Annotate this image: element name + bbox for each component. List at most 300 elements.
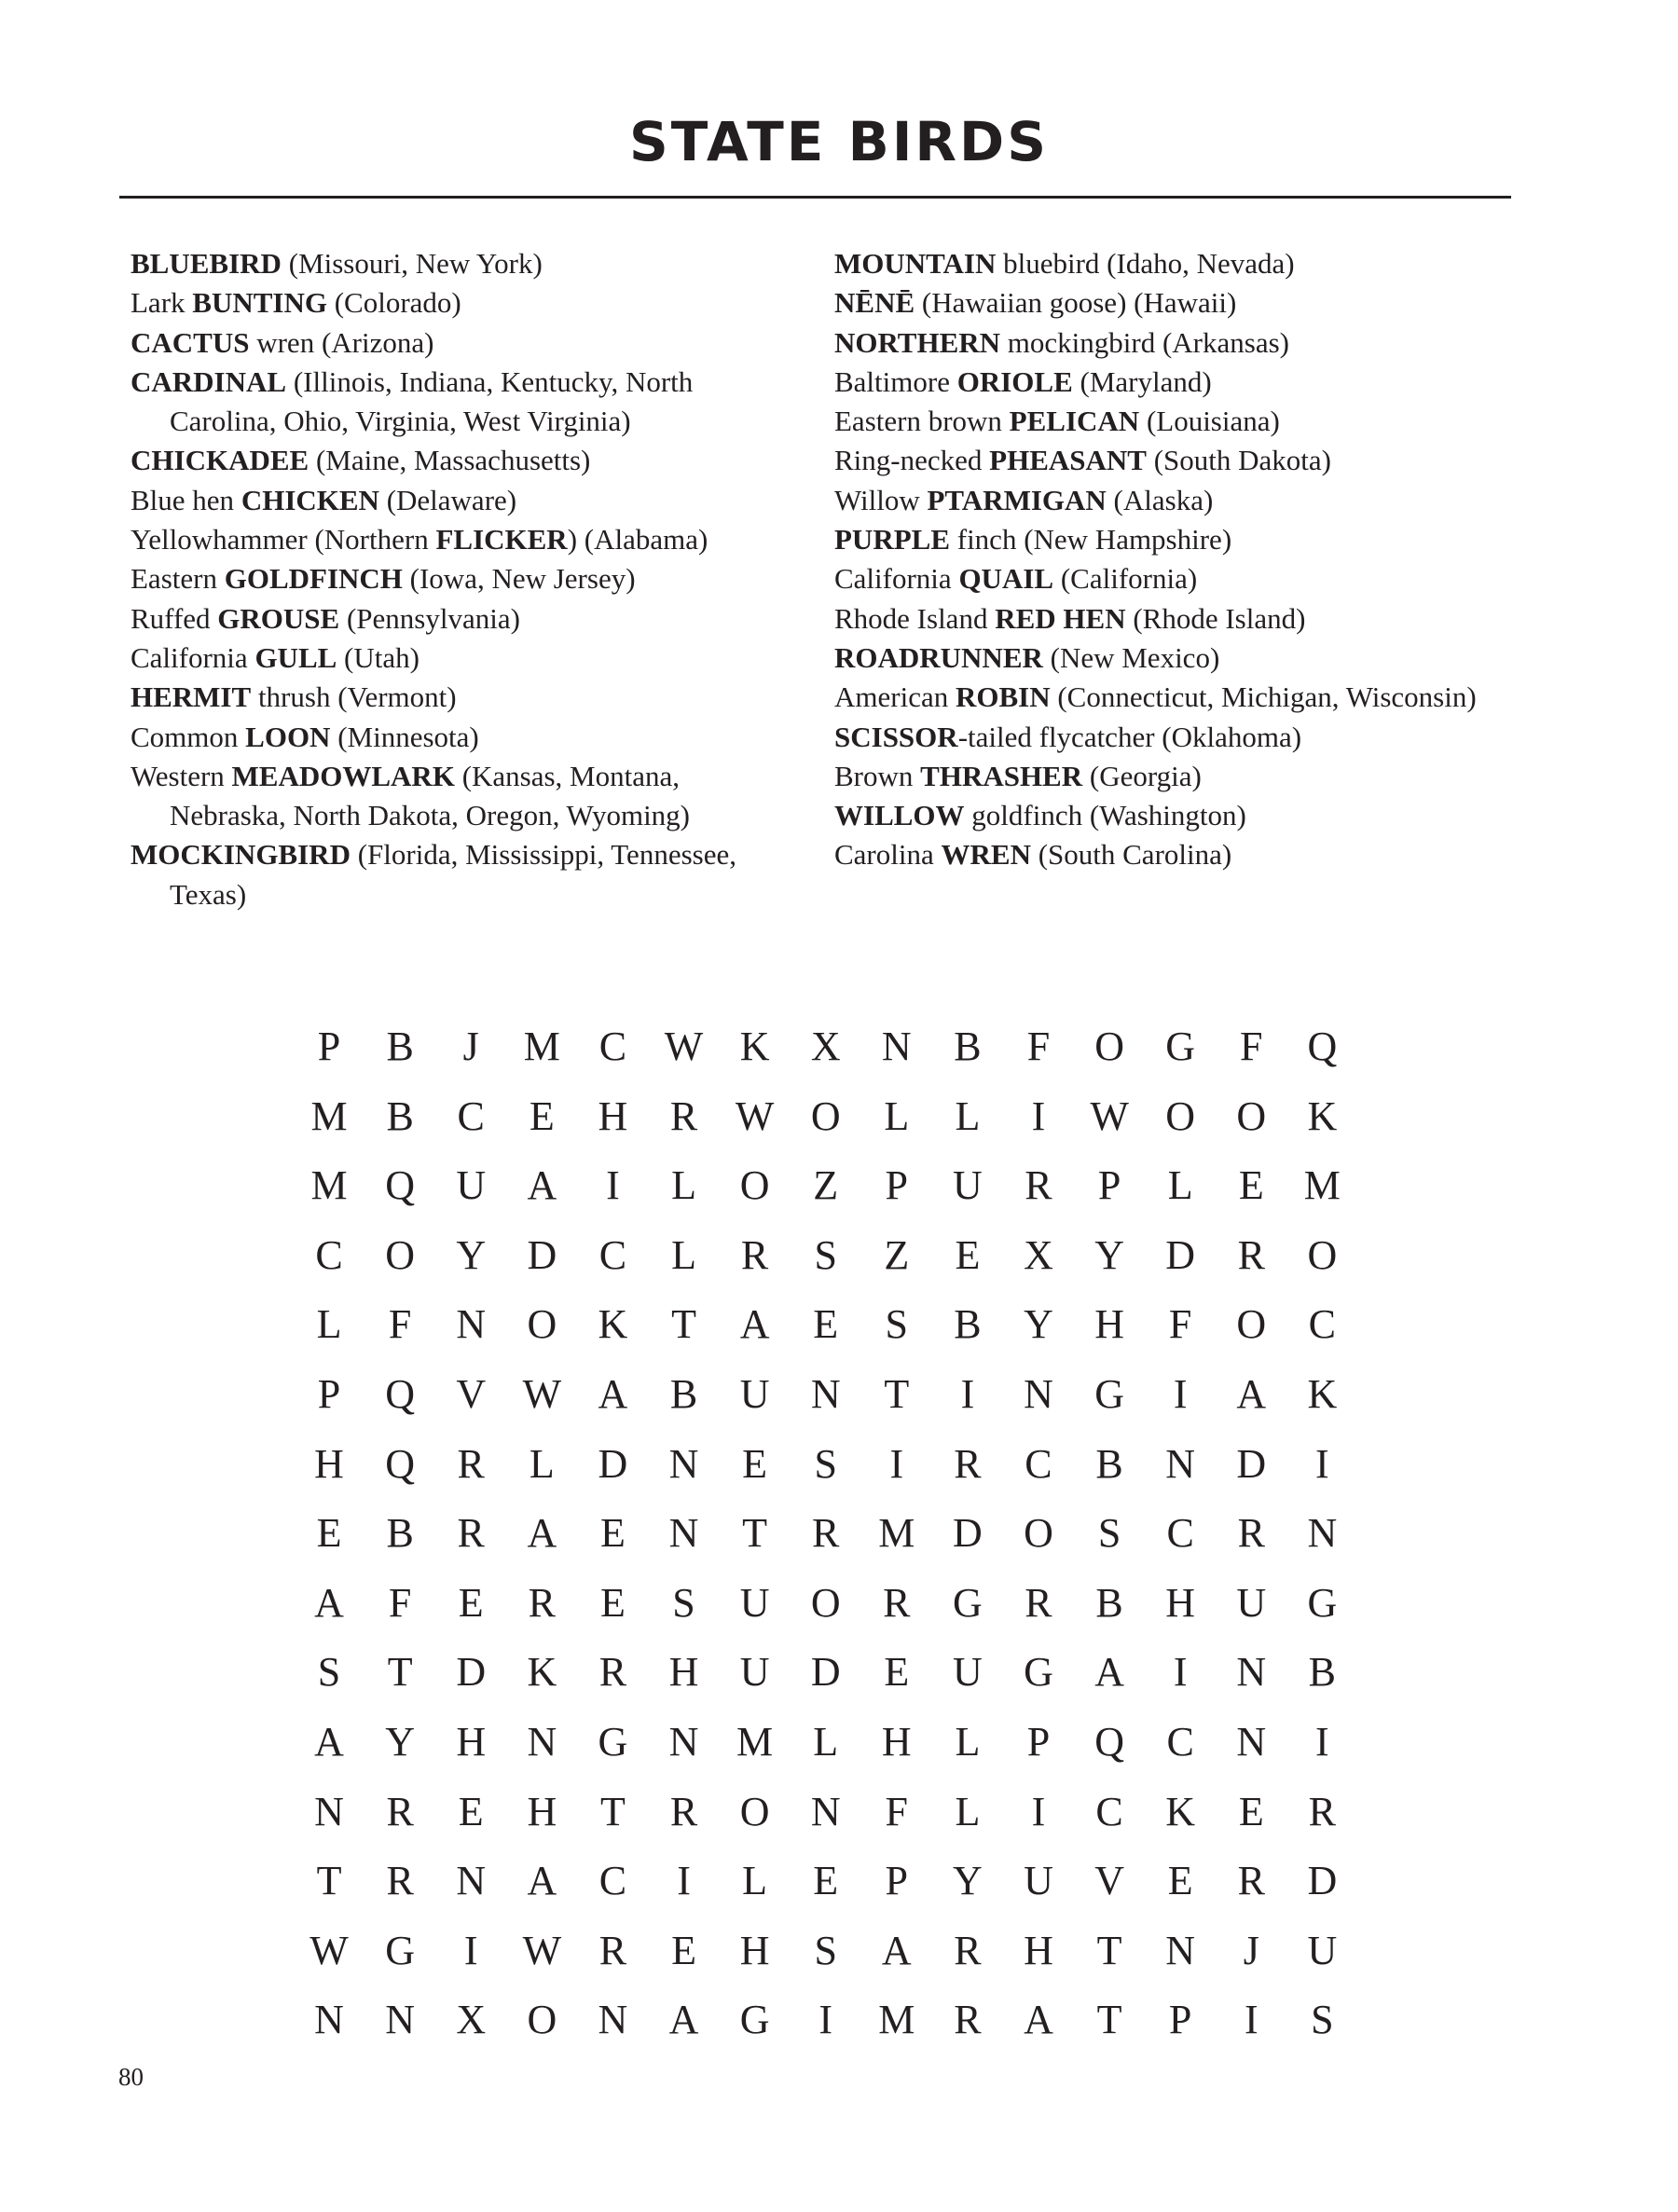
- grid-letter-cell: A: [527, 1510, 557, 1557]
- grid-letter-cell: H: [1094, 1301, 1124, 1348]
- word-list-entry: [834, 323, 1506, 363]
- entry-search-word: PHEASANT: [989, 444, 1147, 477]
- grid-letter-cell: T: [884, 1370, 910, 1417]
- grid-letter-cell: E: [599, 1510, 626, 1557]
- grid-letter-cell: N: [668, 1718, 699, 1765]
- entry-prefix: Eastern: [131, 562, 225, 596]
- grid-letter-cell: A: [1024, 1997, 1053, 2043]
- grid-letter-cell: C: [598, 1858, 627, 1904]
- grid-letter-cell: R: [1025, 1162, 1052, 1209]
- entry-search-word: PTARMIGAN: [927, 483, 1107, 516]
- grid-letter-cell: N: [668, 1510, 699, 1557]
- grid-letter-cell: Y: [1094, 1231, 1124, 1278]
- grid-letter-cell: R: [669, 1092, 698, 1139]
- entry-prefix: Carolina: [834, 838, 942, 872]
- grid-letter-cell: R: [386, 1858, 414, 1904]
- word-list-entry: [131, 639, 802, 678]
- entry-search-word: HERMIT: [131, 680, 252, 714]
- word-list-entry: [131, 835, 802, 914]
- grid-letter-cell: A: [598, 1370, 628, 1417]
- grid-letter-cell: U: [739, 1579, 770, 1626]
- grid-letter-cell: L: [529, 1440, 555, 1487]
- grid-letter-cell: R: [1237, 1858, 1265, 1904]
- grid-letter-cell: E: [458, 1788, 484, 1834]
- entry-suffix: goldfinch (Washington): [964, 799, 1246, 832]
- grid-letter-cell: I: [606, 1162, 620, 1209]
- word-list-entry: [834, 599, 1506, 639]
- grid-letter-cell: N: [810, 1370, 841, 1417]
- grid-letter-cell: E: [671, 1927, 696, 1973]
- entry-search-word: RED HEN: [995, 601, 1126, 635]
- grid-letter-cell: U: [456, 1162, 487, 1209]
- grid-letter-cell: R: [669, 1788, 698, 1834]
- grid-letter-cell: D: [598, 1440, 628, 1487]
- entry-search-word: SCISSOR: [834, 720, 958, 753]
- entry-suffix: ) (Alabama): [567, 523, 708, 556]
- entry-search-word: CARDINAL: [131, 364, 287, 398]
- word-list-entry: [834, 441, 1506, 480]
- grid-letter-cell: Y: [385, 1718, 416, 1765]
- grid-letter-cell: U: [953, 1649, 983, 1696]
- grid-letter-cell: I: [463, 1927, 478, 1973]
- entry-suffix: (Georgia): [1082, 759, 1202, 792]
- grid-letter-cell: U: [1024, 1858, 1053, 1904]
- grid-letter-cell: F: [388, 1301, 412, 1348]
- grid-letter-cell: W: [522, 1927, 562, 1973]
- grid-letter-cell: N: [456, 1858, 487, 1904]
- grid-letter-cell: W: [1090, 1092, 1129, 1139]
- entry-suffix: (New Mexico): [1042, 640, 1220, 674]
- grid-letter-cell: Q: [1094, 1718, 1124, 1765]
- entry-suffix: (Colorado): [326, 286, 461, 320]
- grid-letter-cell: I: [1031, 1092, 1046, 1139]
- grid-letter-cell: G: [739, 1997, 770, 2043]
- entry-suffix: (Rhode Island): [1125, 601, 1306, 635]
- entry-suffix: finch (New Hampshire): [950, 523, 1232, 556]
- grid-letter-cell: R: [1237, 1510, 1265, 1557]
- grid-letter-cell: Q: [385, 1162, 416, 1209]
- grid-letter-cell: L: [1167, 1162, 1193, 1209]
- grid-letter-cell: X: [810, 1024, 841, 1069]
- grid-letter-cell: O: [810, 1579, 841, 1626]
- grid-letter-cell: A: [527, 1162, 557, 1209]
- grid-letter-cell: D: [953, 1510, 983, 1557]
- word-list-entry: [834, 796, 1506, 835]
- grid-letter-cell: S: [814, 1231, 837, 1278]
- grid-letter-cell: M: [1303, 1162, 1341, 1209]
- grid-letter-cell: B: [954, 1301, 982, 1348]
- grid-letter-cell: R: [1237, 1231, 1265, 1278]
- grid-letter-cell: G: [385, 1927, 416, 1973]
- grid-letter-cell: I: [1315, 1440, 1329, 1487]
- entry-suffix: (Illinois, Indiana, Kentucky, North Carolina, Ohio, Virginia, West Virginia): [170, 364, 694, 438]
- grid-letter-cell: R: [740, 1231, 769, 1278]
- grid-letter-cell: Q: [1307, 1024, 1338, 1069]
- entry-suffix: (Florida, Mississippi, Tennessee, Texas): [170, 838, 736, 911]
- entry-suffix: (Pennsylvania): [339, 601, 520, 635]
- entry-search-word: NĒNĒ: [834, 286, 915, 320]
- grid-letter-cell: R: [1025, 1579, 1052, 1626]
- grid-letter-cell: C: [457, 1092, 485, 1139]
- entry-suffix: (Iowa, New Jersey): [402, 562, 636, 596]
- grid-letter-cell: P: [1168, 1997, 1192, 2043]
- entry-prefix: California: [131, 640, 255, 674]
- entry-search-word: CHICKEN: [241, 483, 379, 516]
- grid-letter-cell: C: [315, 1231, 343, 1278]
- entry-search-word: MOCKINGBIRD: [131, 838, 351, 872]
- entry-search-word: ROADRUNNER: [834, 640, 1043, 674]
- grid-letter-cell: F: [885, 1788, 909, 1834]
- grid-letter-cell: E: [955, 1231, 981, 1278]
- grid-letter-cell: M: [736, 1718, 774, 1765]
- entry-prefix: Rhode Island: [834, 601, 996, 635]
- grid-letter-cell: K: [1307, 1092, 1338, 1139]
- grid-letter-cell: F: [388, 1579, 412, 1626]
- grid-letter-cell: J: [1243, 1927, 1259, 1973]
- entry-suffix: (Utah): [337, 640, 420, 674]
- grid-letter-cell: W: [664, 1024, 704, 1069]
- grid-letter-cell: N: [810, 1788, 841, 1834]
- grid-letter-cell: B: [1308, 1649, 1337, 1696]
- grid-letter-cell: Z: [813, 1162, 839, 1209]
- grid-letter-cell: K: [598, 1301, 628, 1348]
- grid-letter-cell: L: [955, 1092, 981, 1139]
- grid-letter-cell: E: [742, 1440, 768, 1487]
- grid-letter-cell: T: [387, 1649, 413, 1696]
- grid-letter-cell: N: [314, 1997, 344, 2043]
- word-list-entry: [834, 559, 1506, 598]
- grid-letter-cell: C: [1166, 1510, 1194, 1557]
- grid-letter-cell: V: [1094, 1858, 1124, 1904]
- grid-letter-cell: W: [522, 1370, 562, 1417]
- grid-letter-cell: B: [669, 1370, 698, 1417]
- entry-prefix: Baltimore: [834, 364, 957, 398]
- grid-letter-cell: E: [599, 1579, 626, 1626]
- word-list-entry: [834, 520, 1506, 559]
- grid-letter-cell: O: [1236, 1301, 1267, 1348]
- entry-suffix: (Missouri, New York): [281, 247, 543, 280]
- grid-letter-cell: K: [1307, 1370, 1338, 1417]
- grid-letter-cell: J: [462, 1024, 479, 1069]
- grid-letter-cell: S: [1311, 1997, 1334, 2043]
- word-list-entry: [834, 757, 1506, 796]
- grid-letter-cell: R: [598, 1927, 627, 1973]
- grid-letter-cell: D: [1307, 1858, 1338, 1904]
- grid-letter-cell: N: [1024, 1370, 1053, 1417]
- grid-letter-cell: F: [1026, 1024, 1051, 1069]
- grid-letter-cell: I: [1031, 1788, 1046, 1834]
- grid-letter-cell: O: [527, 1997, 557, 2043]
- page-number: 80: [118, 2063, 144, 2091]
- entry-prefix: California: [834, 562, 959, 596]
- entry-suffix: (South Carolina): [1030, 838, 1232, 872]
- word-list-entry: [131, 559, 802, 598]
- grid-letter-cell: S: [814, 1927, 837, 1973]
- grid-letter-cell: Q: [385, 1370, 416, 1417]
- grid-letter-cell: P: [317, 1370, 341, 1417]
- grid-letter-cell: D: [456, 1649, 487, 1696]
- grid-letter-cell: A: [314, 1718, 344, 1765]
- grid-letter-cell: A: [881, 1927, 912, 1973]
- word-list-entry: [131, 520, 802, 559]
- entry-search-word: FLICKER: [435, 523, 568, 556]
- grid-letter-cell: T: [1096, 1997, 1122, 2043]
- grid-letter-cell: E: [884, 1649, 910, 1696]
- grid-letter-cell: I: [818, 1997, 833, 2043]
- entry-search-word: THRASHER: [920, 759, 1083, 792]
- grid-letter-cell: O: [385, 1231, 416, 1278]
- grid-letter-cell: M: [878, 1997, 915, 2043]
- grid-letter-cell: N: [598, 1997, 628, 2043]
- grid-letter-cell: R: [528, 1579, 556, 1626]
- word-list-entry: [131, 363, 802, 442]
- entry-search-word: ORIOLE: [956, 364, 1073, 398]
- word-list-entry: [131, 283, 802, 323]
- entry-suffix: (Hawaiian goose) (Hawaii): [915, 286, 1237, 320]
- grid-letter-cell: G: [1307, 1579, 1338, 1626]
- entry-search-word: WREN: [941, 838, 1031, 872]
- grid-letter-cell: L: [742, 1858, 768, 1904]
- grid-letter-cell: F: [1168, 1301, 1192, 1348]
- word-list-entry: [131, 441, 802, 480]
- word-list-entry: [131, 599, 802, 639]
- entry-prefix: Yellowhammer (Northern: [131, 523, 436, 556]
- grid-letter-cell: T: [1096, 1927, 1122, 1973]
- grid-letter-cell: H: [739, 1927, 770, 1973]
- grid-letter-cell: C: [1308, 1301, 1337, 1348]
- word-list-entry: [834, 835, 1506, 874]
- grid-letter-cell: E: [1238, 1788, 1264, 1834]
- title-rule-divider: [119, 196, 1511, 199]
- word-list-entry: [834, 363, 1506, 402]
- grid-letter-cell: E: [458, 1579, 484, 1626]
- grid-letter-cell: N: [1236, 1718, 1267, 1765]
- word-list-entry: [131, 678, 802, 717]
- entry-search-word: NORTHERN: [834, 325, 1001, 359]
- grid-letter-cell: I: [1244, 1997, 1258, 2043]
- grid-letter-cell: R: [954, 1997, 982, 2043]
- grid-letter-cell: P: [317, 1024, 341, 1069]
- grid-letter-cell: U: [1307, 1927, 1338, 1973]
- grid-letter-cell: P: [1097, 1162, 1121, 1209]
- entry-prefix: Willow: [834, 483, 928, 516]
- grid-letter-cell: B: [1095, 1440, 1123, 1487]
- entry-search-word: GROUSE: [217, 601, 340, 635]
- entry-prefix: Ring-necked: [834, 444, 990, 477]
- entry-prefix: Common: [131, 720, 246, 753]
- word-list-entry: [834, 283, 1506, 323]
- grid-letter-cell: C: [1095, 1788, 1123, 1834]
- grid-letter-cell: W: [735, 1092, 775, 1139]
- grid-letter-cell: D: [1165, 1231, 1196, 1278]
- entry-search-word: PELICAN: [1009, 405, 1140, 438]
- grid-letter-cell: N: [881, 1024, 912, 1069]
- entry-suffix: (Louisiana): [1139, 405, 1280, 438]
- grid-letter-cell: U: [953, 1162, 983, 1209]
- grid-letter-cell: E: [1167, 1858, 1193, 1904]
- grid-letter-cell: U: [1236, 1579, 1267, 1626]
- grid-letter-cell: H: [314, 1440, 344, 1487]
- grid-letter-cell: M: [523, 1024, 560, 1069]
- grid-letter-cell: N: [1236, 1649, 1267, 1696]
- grid-letter-cell: P: [885, 1162, 909, 1209]
- word-list-entry: [834, 718, 1506, 757]
- grid-letter-cell: N: [1307, 1510, 1338, 1557]
- entry-search-word: CACTUS: [131, 325, 250, 359]
- grid-letter-cell: R: [954, 1440, 982, 1487]
- grid-letter-cell: Y: [1024, 1301, 1053, 1348]
- grid-letter-cell: X: [1024, 1231, 1053, 1278]
- grid-letter-cell: T: [599, 1788, 626, 1834]
- entry-suffix: (Connecticut, Michigan, Wisconsin): [1050, 680, 1477, 714]
- grid-letter-cell: H: [881, 1718, 912, 1765]
- grid-letter-cell: L: [813, 1718, 839, 1765]
- grid-letter-cell: Z: [884, 1231, 910, 1278]
- entry-search-word: GOLDFINCH: [224, 562, 403, 596]
- grid-letter-cell: L: [671, 1231, 696, 1278]
- grid-letter-cell: O: [527, 1301, 557, 1348]
- entry-suffix: (South Dakota): [1146, 444, 1331, 477]
- word-list-right-column: [834, 244, 1506, 875]
- entry-prefix: American: [834, 680, 956, 714]
- grid-letter-cell: L: [316, 1301, 342, 1348]
- grid-letter-cell: A: [739, 1301, 770, 1348]
- grid-letter-cell: O: [810, 1092, 841, 1139]
- grid-letter-cell: A: [314, 1579, 344, 1626]
- grid-letter-cell: D: [1236, 1440, 1267, 1487]
- entry-search-word: LOON: [245, 720, 331, 753]
- grid-letter-cell: U: [739, 1370, 770, 1417]
- grid-letter-cell: T: [316, 1858, 342, 1904]
- entry-suffix: (Kansas, Montana, Nebraska, North Dakota, Oregon, Wyoming): [170, 759, 690, 832]
- entry-suffix: (California): [1053, 562, 1198, 596]
- grid-letter-cell: B: [954, 1024, 982, 1069]
- grid-letter-cell: N: [385, 1997, 416, 2043]
- grid-letter-cell: O: [739, 1162, 770, 1209]
- grid-letter-cell: N: [527, 1718, 557, 1765]
- grid-letter-cell: X: [456, 1997, 487, 2043]
- grid-letter-cell: E: [813, 1858, 839, 1904]
- grid-letter-cell: G: [1024, 1649, 1053, 1696]
- entry-prefix: Lark: [131, 286, 193, 320]
- grid-letter-cell: Y: [953, 1858, 983, 1904]
- entry-prefix: Brown: [834, 759, 921, 792]
- grid-letter-cell: T: [671, 1301, 696, 1348]
- grid-letter-cell: L: [955, 1788, 981, 1834]
- grid-letter-cell: C: [598, 1024, 627, 1069]
- entry-suffix: (Alaska): [1106, 483, 1214, 516]
- grid-letter-cell: H: [598, 1092, 628, 1139]
- grid-letter-cell: H: [527, 1788, 557, 1834]
- entry-prefix: Blue hen: [131, 483, 241, 516]
- grid-letter-cell: I: [1173, 1649, 1188, 1696]
- entry-search-word: BLUEBIRD: [131, 247, 282, 280]
- grid-letter-cell: Y: [456, 1231, 487, 1278]
- entry-search-word: MOUNTAIN: [834, 247, 997, 280]
- grid-letter-cell: N: [668, 1440, 699, 1487]
- word-list-entry: [131, 244, 802, 283]
- grid-letter-cell: R: [386, 1788, 414, 1834]
- grid-letter-cell: R: [812, 1510, 840, 1557]
- grid-letter-cell: E: [529, 1092, 555, 1139]
- grid-letter-cell: O: [1165, 1092, 1196, 1139]
- grid-letter-cell: I: [1173, 1370, 1188, 1417]
- entry-search-word: GULL: [254, 640, 337, 674]
- word-list-entry: [131, 718, 802, 757]
- word-list-entry: [131, 323, 802, 363]
- grid-letter-cell: I: [677, 1858, 691, 1904]
- word-list-entry: [834, 244, 1506, 283]
- grid-letter-cell: F: [1240, 1024, 1263, 1069]
- grid-letter-cell: W: [309, 1927, 349, 1973]
- grid-letter-cell: R: [598, 1649, 627, 1696]
- entry-suffix: (Minnesota): [330, 720, 479, 753]
- entry-search-word: BUNTING: [192, 286, 327, 320]
- grid-letter-cell: R: [457, 1440, 485, 1487]
- grid-letter-cell: S: [814, 1440, 837, 1487]
- grid-letter-cell: H: [668, 1649, 699, 1696]
- grid-letter-cell: B: [386, 1024, 414, 1069]
- word-list-entry: [834, 402, 1506, 441]
- grid-letter-cell: P: [1026, 1718, 1051, 1765]
- entry-suffix: thrush (Vermont): [251, 680, 457, 714]
- entry-suffix: mockingbird (Arkansas): [1000, 325, 1289, 359]
- grid-letter-cell: O: [1024, 1510, 1053, 1557]
- grid-letter-cell: D: [527, 1231, 557, 1278]
- grid-letter-cell: N: [1165, 1440, 1196, 1487]
- grid-letter-cell: N: [1165, 1927, 1196, 1973]
- entry-suffix: -tailed flycatcher (Oklahoma): [957, 720, 1302, 753]
- grid-letter-cell: H: [1024, 1927, 1053, 1973]
- grid-letter-cell: G: [598, 1718, 628, 1765]
- grid-letter-cell: O: [1307, 1231, 1338, 1278]
- grid-letter-cell: G: [1165, 1024, 1196, 1069]
- grid-letter-cell: B: [386, 1092, 414, 1139]
- word-list-entry: [834, 481, 1506, 520]
- grid-letter-cell: A: [668, 1997, 699, 2043]
- word-list-entry: [834, 678, 1506, 717]
- grid-letter-cell: K: [527, 1649, 557, 1696]
- word-search-grid: [294, 1012, 1357, 2055]
- grid-letter-cell: V: [456, 1370, 487, 1417]
- grid-letter-cell: D: [810, 1649, 841, 1696]
- grid-letter-cell: E: [813, 1301, 839, 1348]
- grid-letter-cell: T: [742, 1510, 768, 1557]
- entry-prefix: Eastern brown: [834, 405, 1010, 438]
- entry-suffix: (Maryland): [1072, 364, 1212, 398]
- word-list-entry: [131, 757, 802, 836]
- grid-letter-cell: N: [456, 1301, 487, 1348]
- entry-suffix: (Delaware): [378, 483, 517, 516]
- grid-letter-cell: R: [1308, 1788, 1337, 1834]
- grid-letter-cell: S: [672, 1579, 695, 1626]
- grid-letter-cell: M: [310, 1092, 348, 1139]
- grid-letter-cell: R: [954, 1927, 982, 1973]
- grid-letter-cell: M: [878, 1510, 915, 1557]
- grid-letter-cell: A: [527, 1858, 557, 1904]
- grid-letter-cell: M: [310, 1162, 348, 1209]
- word-list-entry: [834, 639, 1506, 678]
- grid-letter-cell: E: [1238, 1162, 1264, 1209]
- grid-letter-cell: N: [314, 1788, 344, 1834]
- grid-letter-cell: S: [317, 1649, 341, 1696]
- grid-letter-cell: B: [1095, 1579, 1123, 1626]
- grid-letter-cell: A: [1094, 1649, 1124, 1696]
- grid-letter-cell: K: [739, 1024, 770, 1069]
- grid-letter-cell: I: [1315, 1718, 1329, 1765]
- grid-letter-cell: B: [386, 1510, 414, 1557]
- entry-suffix: wren (Arizona): [249, 325, 434, 359]
